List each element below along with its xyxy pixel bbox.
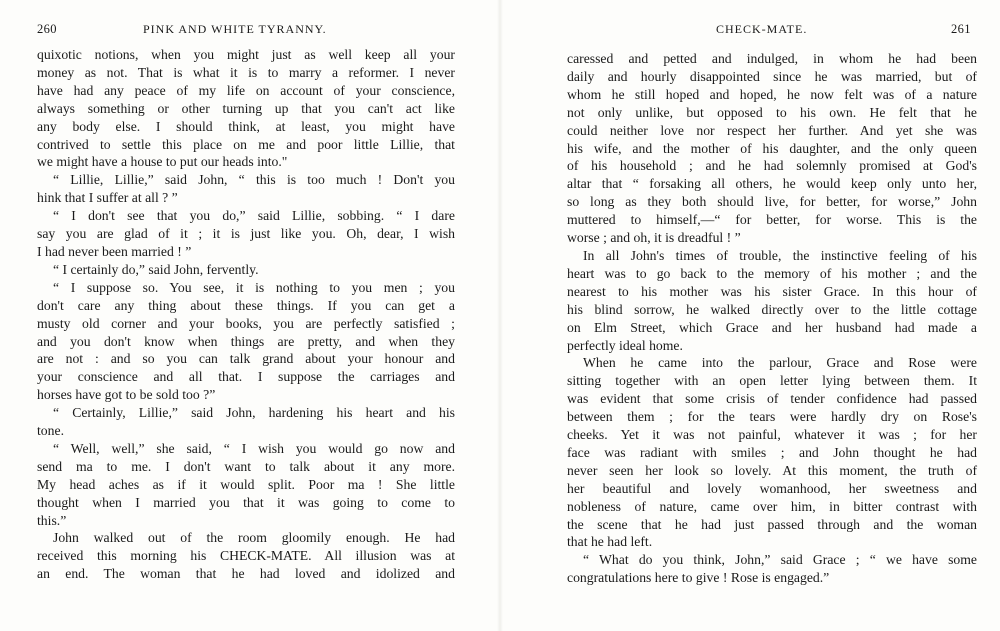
text-line: “ I don't see that you do,” said Lillie, sobbing. “ I dare	[53, 208, 455, 224]
text-line: between them ; for the tears were hardly dry on Rose's	[567, 409, 977, 425]
text-line: muttered to himself,—“ for better, for worse. This is the	[567, 212, 977, 228]
text-line: nearest to his mother was his sister Grace. In this hour of	[567, 283, 977, 299]
right-page-body	[567, 50, 977, 587]
text-line: on Elm Street, which Grace and her husband had made a	[567, 319, 977, 335]
text-line: the scene that he had just passed through and the woman	[567, 516, 977, 532]
text-line: have had any peace of my life on account of your conscience,	[37, 82, 455, 98]
text-line: I had never been married ! ”	[37, 243, 192, 259]
left-page-number: 260	[37, 22, 57, 36]
left-running-title: PINK AND WHITE TYRANNY.	[143, 22, 327, 36]
text-line: altar that “ forsaking all others, he would keep only unto her,	[567, 176, 977, 192]
text-line: that he had left.	[567, 534, 653, 550]
text-line: say you are glad of it ; it is just like you. Oh, dear, I wish	[37, 226, 455, 242]
text-line: musty old corner and your books, you are perfectly satisfied ;	[37, 315, 455, 331]
text-line: “ Well, well,” she said, “ I wish you would go now and	[53, 440, 455, 456]
text-line: sitting together with an open letter lying between them. It	[567, 373, 977, 389]
text-line: this.”	[37, 512, 67, 528]
right-running-title: CHECK-MATE.	[716, 22, 808, 36]
text-line: congratulations here to give ! Rose is engaged.”	[567, 570, 830, 586]
text-line: tone.	[37, 423, 64, 439]
text-line: send ma to me. I don't want to talk about it any more.	[37, 458, 455, 474]
text-line: his wife, and the mother of his daughter, and the only queen	[567, 140, 977, 156]
text-line: never seen her look so lovely. At this moment, the truth of	[567, 462, 977, 478]
text-line: nobleness of nature, came over him, in bitter contrast with	[567, 498, 977, 514]
text-line: “ I suppose so. You see, it is nothing to you men ; you	[53, 279, 455, 295]
text-line: whom he still hoped and hoped, he now felt was of a nature	[567, 86, 977, 102]
text-line: In all John's times of trouble, the instinctive feeling of his	[583, 247, 977, 263]
text-line: are not : and so you can talk grand about your honour and	[37, 351, 455, 367]
text-line: horses have got to be sold too ?”	[37, 387, 216, 403]
text-line: her beautiful and lovely womanhood, her sweetness and	[567, 480, 977, 496]
text-line: we might have a house to put our heads into."	[37, 154, 288, 170]
right-page	[500, 0, 1000, 631]
text-line: John walked out of the room gloomily enough. He had	[53, 530, 455, 546]
text-line: an end. The woman that he had loved and idolized and	[37, 566, 455, 582]
right-page-number: 261	[951, 22, 971, 36]
text-line: of his household ; and he had solemnly promised at God's	[567, 158, 977, 174]
text-line: don't care any thing about these things. If you can get a	[37, 297, 455, 313]
text-line: worse ; and oh, it is dreadful ! ”	[567, 230, 741, 246]
text-line: could neither love nor respect her further. And yet she was	[567, 122, 977, 138]
text-line: daily and hourly disappointed since he was married, but of	[567, 68, 977, 84]
text-line: thought when I married you that it was going to come to	[37, 494, 455, 510]
text-line: received this morning his CHECK-MATE. All illusion was at	[37, 548, 455, 564]
text-line: so long as they both should live, for better, for worse,” John	[567, 194, 977, 210]
text-line: contrived to settle this place on me and poor little Lillie, that	[37, 136, 455, 152]
text-line: heart was to go back to the memory of his mother ; and the	[567, 265, 977, 281]
text-line: hink that I suffer at all ? ”	[37, 190, 178, 206]
text-line: money as not. That is what it is to marry a reformer. I never	[37, 64, 455, 80]
text-line: cheeks. Yet it was not painful, whatever it was ; for her	[567, 427, 977, 443]
text-line: not only unlike, but opposed to his own. He felt that he	[567, 104, 977, 120]
text-line: was evident that some crisis of tender confidence had passed	[567, 391, 977, 407]
text-line: caressed and petted and indulged, in whom he had been	[567, 51, 977, 66]
text-line: “ Certainly, Lillie,” said John, hardening his heart and his	[53, 405, 455, 421]
text-line: “ Lillie, Lillie,” said John, “ this is too much ! Don't you	[53, 172, 455, 188]
text-line: always something or other turning up that you can't act like	[37, 100, 455, 116]
text-line: perfectly ideal home.	[567, 337, 683, 353]
text-line: and you don't know when things are pretty, and when they	[37, 333, 455, 349]
text-line: My head aches as if it would split. Poor ma ! She little	[37, 476, 455, 492]
left-page-body	[37, 46, 455, 583]
text-line: any body else. I should think, at least, you might have	[37, 118, 455, 134]
text-line: face was radiant with smiles ; and John thought he had	[567, 444, 977, 460]
text-line: “ I certainly do,” said John, fervently.	[53, 261, 259, 277]
text-line: “ What do you think, John,” said Grace ; “ we have some	[583, 552, 977, 568]
text-line: When he came into the parlour, Grace and Rose were	[583, 355, 977, 371]
text-line: his blind sorrow, he walked directly over to the little cottage	[567, 301, 977, 317]
text-line: quixotic notions, when you might just as well keep all your	[37, 47, 455, 62]
text-line: your conscience and all that. I suppose the carriages and	[37, 369, 455, 385]
